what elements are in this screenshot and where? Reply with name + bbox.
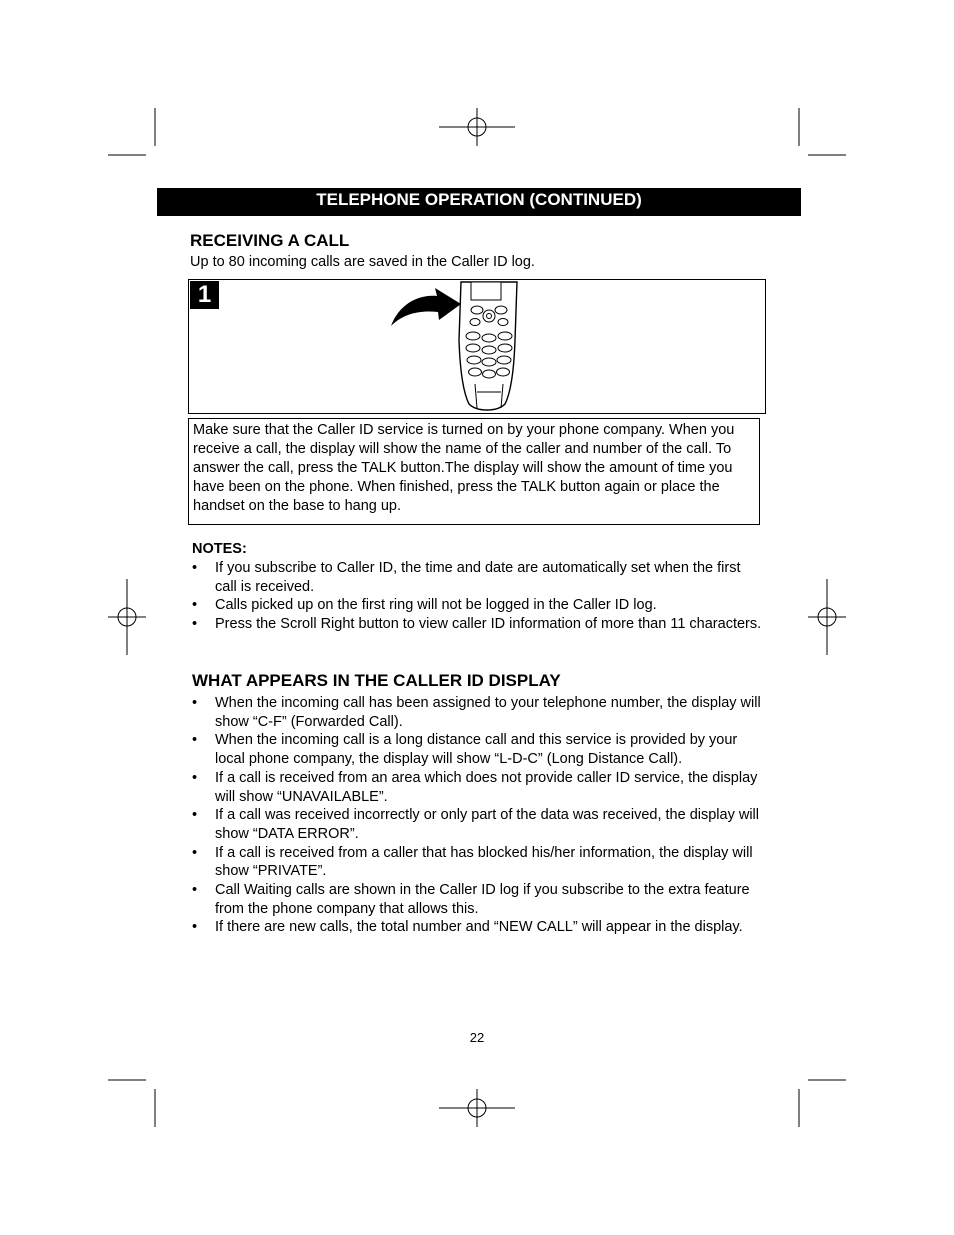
display-list: [192, 694, 762, 937]
list-item: • When the incoming call has been assigned to your telephone number, the display will show “C-F” (Forwarded Call).: [192, 695, 761, 730]
registration-target-left: [108, 579, 146, 655]
registration-target-top: [439, 108, 515, 146]
handset-illustration: [379, 280, 529, 412]
list-item: • Press the Scroll Right button to view caller ID information of more than 11 characters.: [192, 616, 762, 633]
list-item: • If there are new calls, the total number and “NEW CALL” will appear in the display.: [192, 919, 743, 936]
list-item: • Calls picked up on the first ring will not be logged in the Caller ID log.: [192, 597, 657, 614]
section-header: TELEPHONE OPERATION (CONTINUED): [157, 188, 801, 216]
receiving-heading: RECEIVING A CALL: [190, 231, 350, 250]
list-item: • If a call is received from a caller that has blocked his/her information, the display will show “PRIVATE”.: [192, 844, 753, 880]
list-item: • If you subscribe to Caller ID, the time and date are automatically set when the first call is received.: [192, 560, 741, 595]
notes-title: NOTES:: [192, 541, 247, 557]
arrow-icon: [391, 288, 461, 326]
display-heading: WHAT APPEARS IN THE CALLER ID DISPLAY: [192, 671, 561, 690]
page-number: 22: [469, 1030, 485, 1045]
step-figure: [188, 279, 766, 414]
list-item: • If a call is received from an area which does not provide caller ID service, the display will show “UNAVAILABLE”.: [192, 769, 758, 805]
receiving-intro: Up to 80 incoming calls are saved in the Caller ID log.: [190, 254, 535, 270]
list-item: • When the incoming call is a long distance call and this service is provided by your local phone company, the display will show “L-D-C” (Long Distance Call).: [192, 732, 738, 768]
step-number: 1: [190, 281, 219, 309]
registration-target-right: [808, 579, 846, 655]
registration-target-bottom: [439, 1089, 515, 1127]
step-description: Make sure that the Caller ID service is turned on by your phone company. When you receive a call, the display will show the name of the caller and number of the call. To answer the call, press the TALK button.The display will show the amount of time you have been on the phone. When finished, press the TALK button again or place the handset on the base to hang up.: [188, 418, 760, 525]
list-item: • Call Waiting calls are shown in the Caller ID log if you subscribe to the extra feature from the phone company that allows this.: [192, 882, 750, 917]
list-item: • If a call was received incorrectly or only part of the data was received, the display will show “DATA ERROR”.: [192, 807, 759, 842]
notes-list: [192, 559, 762, 634]
